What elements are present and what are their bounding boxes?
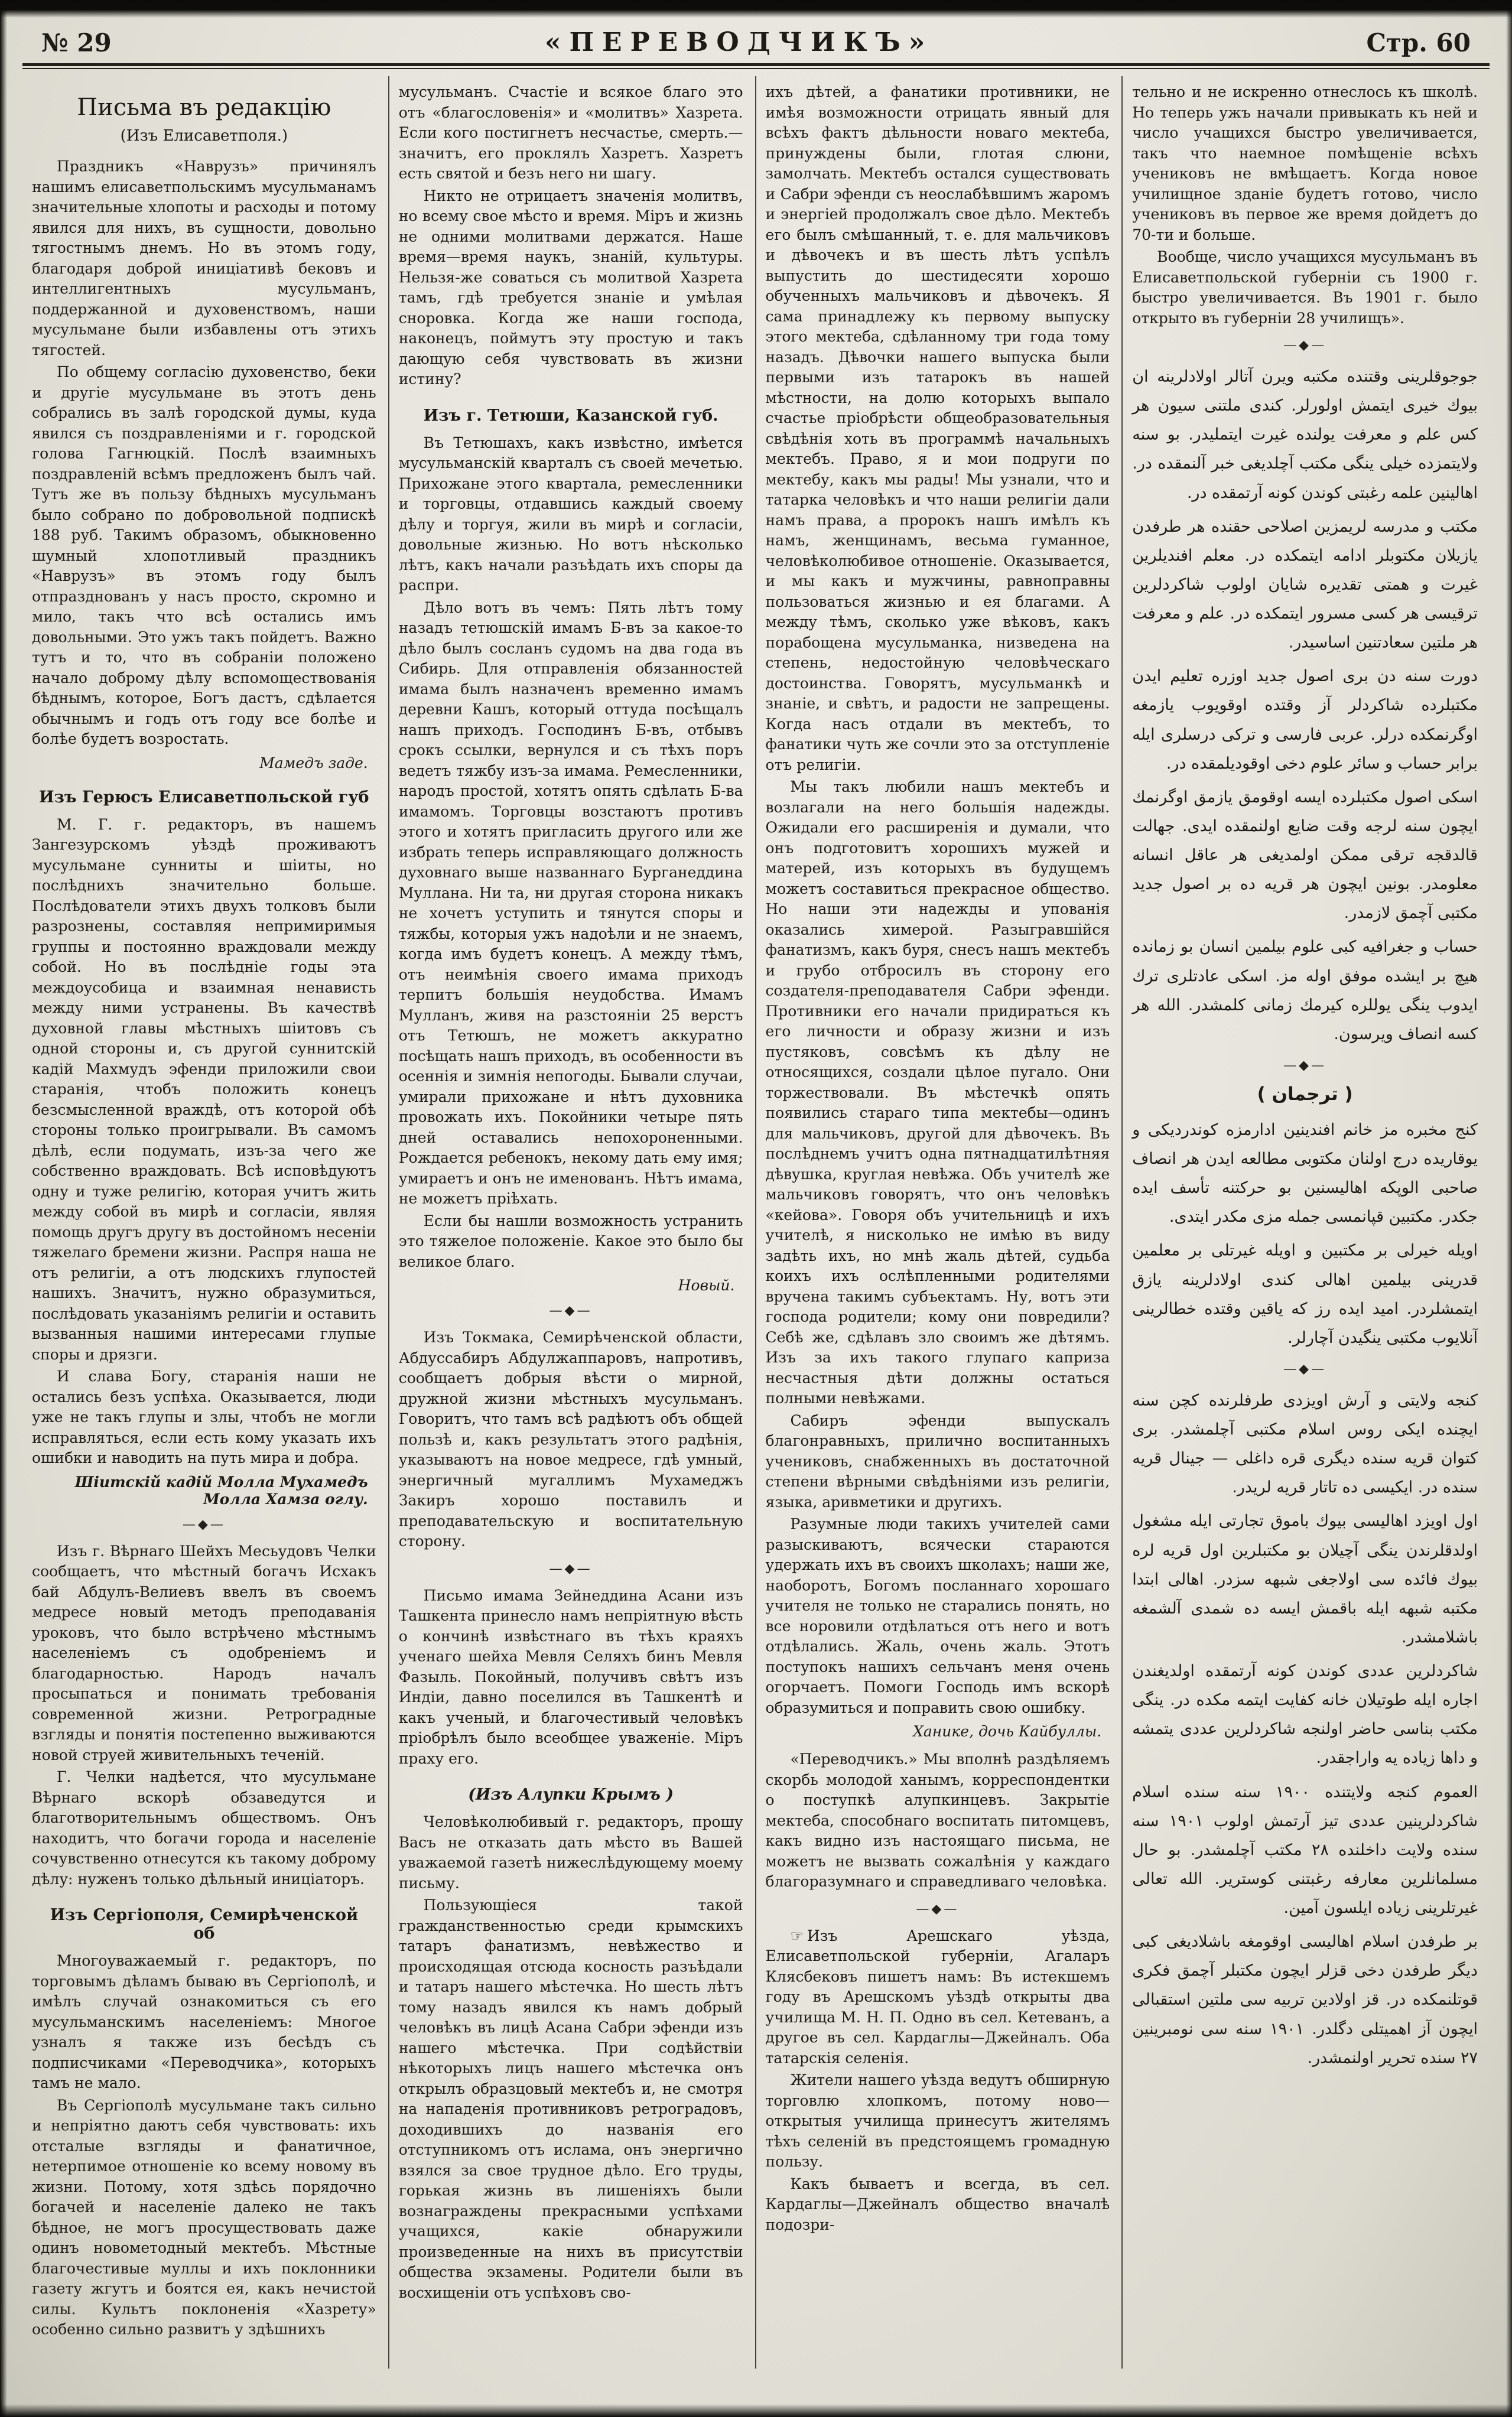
paragraph-text: Изъ Арешскаго уѣзда, Елисаветпольской губерніи, Агаларъ Клясбековъ пишетъ намъ: Въ истекшемъ году въ Арешскомъ уѣздѣ открыты два училища М. Н. П. Одно въ сел. Кетеванъ, а другое въ сел. Кардаглы—Джейналъ. Оба татарскія селенія.: [765, 1927, 1110, 2067]
signature: Новый.: [678, 1277, 735, 1294]
paragraph: Изъ Токмака, Семирѣченской области, Абдуссабиръ Абдулжаппаровъ, напротивъ, сообщаетъ добрыя вѣсти о мирной, дружной жизни мѣстныхъ мусульманъ. Говоритъ, что тамъ всѣ радѣютъ объ общей пользѣ и, какъ результатъ этого радѣнія, указываютъ на новое медресе, гдѣ умный, энергичный мугаллимъ Мухамеджъ Закиръ хорошо поставилъ и преподавательскую и воспитательную сторону.: [398, 1329, 743, 1550]
arabic-text-line: اسكی اصول مکتبلرده ایسه اوقومق یازمق اوگرنمك ایچون سنه لرجه وقت ضایع اولنمقده ایدی. جهالت قالدقجه ترقی ممكن اولمدیغی هر عاقل انسانه معلومدر. بونین ایچون هر قریه ده بر اصول جدید مکتبی آچمق لازمدر.: [1132, 788, 1478, 923]
paragraph: [766, 1926, 1110, 2069]
arabic-text-line: مکتب و مدرسه لریمزین اصلاحی حقنده هر طرفدن یازیلان مکتوبلر ادامه ایتمكده در. معلم افندیلرین غیرت و همتی تقدیره شایان اولوب شاكردلرین ترقیسی هر كسی مسرور ایتمكده در. علم و معرفت هر ملتین سعادتنین اساسیدر.: [1132, 517, 1478, 652]
signature: Шіитскій кадій Молла Мухамедъ Молла Хамза оглу.: [74, 1473, 368, 1508]
paragraph: тельно и не искренно отнеслось къ школѣ. Но теперь ужъ начали привыкать къ ней и число учащихся быстро увеличивается, такъ что наемное помѣщеніе всѣхъ учениковъ не вмѣщаетъ. Когда новое училищное зданіе будетъ готово, число учениковъ въ первое же время дойдетъ до 70-ти и больше.: [1132, 83, 1478, 243]
paragraph: «Переводчикъ.» Мы вполнѣ раздѣляемъ скорбь молодой ханымъ, корреспондентки о поступкѣ алупкинцевъ. Закрытіе мектеба, способнаго воспитать питомцевъ, какъ видно изъ настоящаго письма, не можетъ не вызвать сожалѣнія у каждаго благоразумнаго и справедливаго человѣка.: [765, 1751, 1110, 1890]
paragraph: Сабиръ эфенди выпускалъ благонравныхъ, прилично воспитанныхъ учениковъ, снабженныхъ въ достаточной степени вѣрными свѣдѣніями изъ религіи, языка, аривметики и другихъ.: [765, 1411, 1110, 1511]
paragraph: Въ Тетюшахъ, какъ извѣстно, имѣется мусульманскій кварталъ съ своей мечетью. Прихожане этого квартала, ремесленники и торговцы, отдавшись каждый своему дѣлу и торгуя, жили въ мирѣ и согласіи, довольные жизнью. Но вотъ нѣсколько лѣтъ, какъ начали разъѣдать ихъ споры да распри.: [398, 434, 743, 594]
section-divider-ornament: —◆—: [916, 1901, 960, 1917]
columns-container: [22, 76, 1490, 2369]
paragraph: Въ Сергіополѣ мусульмане такъ сильно и непріятно даютъ себя чувствовать: ихъ отсталые взгляды и фанатичное, нетерпимое отношеніе ко всему новому въ жизни. Потому, хотя здѣсь порядочно богачей и населеніе далеко не такъ бѣдное, не могъ просуществовать даже одинъ новометодный мектебъ. Мѣстные благочестивые муллы и ихъ поклонники газету жгутъ и боятся ея, какъ нечистой силы. Культъ поклоненія «Хазрету» особенно сильно развитъ у здѣшнихъ: [32, 2096, 376, 2338]
article-heading: Изъ Сергіополя, Семирѣченской об: [50, 1906, 359, 1943]
arabic-text-line: العموم كنجه ولایتنده ١٩٠٠ سنه سنده اسلام شاكردلرینین عددی تیز آرتمش اولوب ١٩٠١ سنه سنده ولایت داخلنده ٢٨ مكتب آچلمشدر. بو حال مسلمانلرین معارفه رغبتنی كوستریر. الله تعالی غیرتلرینی زیاده ایلسون آمین.: [1132, 1782, 1478, 1917]
column-3: [756, 76, 1123, 2369]
section-divider-ornament: —◆—: [182, 1517, 226, 1532]
section-divider-ornament: —◆—: [549, 1561, 593, 1576]
paragraph: Изъ г. Вѣрнаго Шейхъ Месьудовъ Челки сообщаетъ, что мѣстный богачъ Исхакъ бай Абдулъ-Велиевъ ввелъ въ своемъ медресе новый методъ преподаванія уроковъ, что было встрѣчено мѣстнымъ населеніемъ съ одобреніемъ и благодарностью. Народъ началъ просыпаться и понимать требованія современной жизни. Ретроградные взгляды и понятія постепенно выживаются новой струей живительныхъ теченій.: [32, 1542, 376, 1764]
article-heading: Изъ Герюсъ Елисаветпольской губ: [39, 788, 369, 806]
paragraph: Многоуважаемый г. редакторъ, по торговымъ дѣламъ бываю въ Сергіополѣ, и имѣлъ случай ознакомиться съ его мусульманскимъ населеніемъ: Многое узналъ я также изъ бесѣдъ съ подписчиками «Переводчика», которыхъ тамъ не мало.: [32, 1952, 376, 2091]
arabic-text-line: حساب و جغرافیه كبی علوم بیلمین انسان بو زمانده هیچ بر ایشده موفق اوله مز. اسكی عادتلری ترك ایدوب ینگی یوللره كیرمك زمانی كلمشدر. الله هر كسه انصاف ویرسون.: [1132, 938, 1478, 1043]
column-4: [1123, 76, 1490, 2369]
arabic-text-line: دورت سنه دن بری اصول جدید اوزره تعلیم ایدن مکتبلرده شاكردلر آز وقتده اوقویوب یازمغه اوگرنمكده درلر. عربی فارسی و تركی درسلری ایله برابر حساب و سائر علوم دخی اوقودیلمقده در.: [1132, 667, 1478, 773]
page-number: Стр. 60: [1366, 28, 1471, 57]
paragraph: М. Г. г. редакторъ, въ нашемъ Зангезурскомъ уѣздѣ проживаютъ мусульмане сунниты и шіиты, но послѣднихъ значительно больше. Послѣдователи этихъ двухъ толковъ были разрознены, составляя непримиримыя группы и постоянно враждовали между собой. Но въ послѣдніе годы эта междоусобица и взаимная ненависть между ними устранены. Въ качествѣ духовной главы мѣстныхъ шіитовъ съ одной стороны и, съ другой суннитскій кадій Махмудъ эфенди приложили свои старанія, чтобъ положить конецъ безсмысленной враждѣ, отъ которой обѣ стороны только проигрывали. Въ самомъ дѣлѣ, если подумать, изъ-за чего же собственно враждовать. Всѣ исповѣдуютъ одну и туже религію, которая учитъ жить между собой въ мирѣ и согласіи, являя помощь другъ другу въ достойномъ несеніи тяжелаго бремени жизни. Распря наша не отъ религіи, а отъ людскихъ глупостей нашихъ. Значитъ, нужно образумиться, послѣдовать указаніямъ религіи и оставить вызванныя нашими интересами глупые споры и дрязги.: [32, 815, 376, 1363]
paragraph: Никто не отрицаетъ значенія молитвъ, но всему свое мѣсто и время. Міръ и жизнь не одними молитвами держатся. Наше время—время наукъ, знаній, культуры. Нельзя-же соваться съ молитвой Хазрета тамъ, гдѣ требуется знаніе и умѣлая сноровка. Когда же наши господа, наконецъ, поймутъ эту простую и такъ дающую себя чувствовать въ жизни истину?: [398, 187, 743, 388]
arabic-text-line: كنجه ولایتی و آرش اویزدی طرفلرنده كچن سنه ایچنده ایكی روس اسلام مکتبی آچلمشدر. بری كتوان قریه سنده دیگری قره داغلی — جینال قریه سنده در. ایكیسی ده تاتار قریه لریدر.: [1132, 1391, 1478, 1497]
article-heading: Изъ г. Тетюши, Казанской губ.: [423, 406, 718, 425]
signature: Ханике, дочь Кайбуллы.: [913, 1723, 1102, 1740]
article-heading: Письма въ редакцію: [77, 94, 331, 121]
issue-number: № 29: [41, 28, 112, 57]
paragraph: Человѣколюбивый г. редакторъ, прошу Васъ не отказать дать мѣсто въ Вашей уважаемой газетѣ нижеслѣдующему моему письму.: [398, 1813, 743, 1892]
paragraph: Дѣло вотъ въ чемъ: Пять лѣтъ тому назадъ тетюшскій имамъ Б-въ за какое-то дѣло былъ сосланъ судомъ на два года въ Сибирь. Для отправленія обязанностей имама былъ назначенъ временно имамъ деревни Кашъ, который оттуда посѣщалъ нашъ приходъ. Господинъ Б-въ, отбывъ срокъ ссылки, вернулся и съ тѣхъ поръ ведетъ тяжбу изъ-за имама. Ремесленники, народъ простой, хотятъ опять сдѣлать Б-ва имамомъ. Торговцы возстаютъ противъ этого и хотятъ пригласить другого или же избрать теперь исправляющаго должность духовнаго выше названнаго Бурганеддина Муллана. Ни та, ни другая сторона никакъ не хочетъ уступить и тянутся споры и тяжбы, которыя ужъ надоѣли и не знаемъ, когда имъ будетъ конецъ. А между тѣмъ, отъ неимѣнія своего имама приходъ терпитъ большія неудобства. Имамъ Мулланъ, живя на разстояніи 25 верстъ отъ Тетюшъ, не можетъ аккуратно посѣщать нашъ приходъ, въ особенности въ осеннія и зимнія непогоды. Бывали случаи, умирали прихожане и нѣтъ духовника провожать ихъ. Покойники четыре пять дней оставались непохороненными. Рождается ребенокъ, некому дать ему имя; умираетъ и онъ не именованъ. Нѣтъ имама, не можетъ пріѣхать.: [398, 598, 743, 1207]
paragraph: По общему согласію духовенство, беки и другіе мусульмане въ этотъ день собрались въ залѣ городской думы, куда явился съ поздравленіями и г. городской голова Гагнюцкій. Послѣ взаимныхъ поздравленій всѣмъ предложенъ былъ чай. Тутъ же въ пользу бѣдныхъ мусульманъ было собрано по добровольной подпискѣ 188 руб. Такимъ образомъ, обыкновенно шумный хлопотливый праздникъ «Наврузъ» въ этомъ году былъ отпразднованъ у насъ просто, скромно и мило, такъ что всѣ остались имъ довольными. Это ужъ такъ пойдетъ. Важно тутъ и то, что въ собраніи положено начало доброму дѣлу вспомоществованія бѣднымъ, которое, Богъ дастъ, сдѣлается обычнымъ и годъ отъ году все болѣе и болѣе будетъ возростать.: [32, 363, 376, 747]
paragraph: Если бы нашли возможность устранить это тяжелое положеніе. Какое это было бы великое благо.: [398, 1212, 743, 1270]
paragraph: ихъ дѣтей, а фанатики противники, не имѣя возможности отрицать явный для всѣхъ фактъ дѣльности новаго мектеба, принуждены были, глотая слюни, замолчать. Мектебъ остался существовать и Сабри эфенди съ неослабѣвшимъ жаромъ и энергіей продолжалъ свое дѣло. Мектебъ его былъ смѣшанный, т. е. для мальчиковъ и дѣвочекъ и въ шесть лѣтъ успѣлъ выпустить до шестидесяти хорошо обученныхъ мальчиковъ и дѣвочекъ. Я сама принадлежу къ первому выпуску этого мектеба, сдѣланному три года тому назадъ. Дѣвочки нашего выпуска были первыми изъ татарокъ въ нашей мѣстности, на долю которыхъ выпало счастье пріобрѣсти общеобразовательныя свѣдѣнія хоть въ программѣ начальныхъ мектебъ. Право, я и мои подруги по мектебу, какъ мы рады! Мы узнали, что и татарка человѣкъ и что наши религіи дали намъ права, а пророкъ нашъ имѣлъ къ намъ, женщинамъ, весьма гуманное, человѣколюбивое отношеніе. Оказывается, и мы какъ и мужчины, равноправны пользоваться жизнью и ея благами. А между тѣмъ, сколько уже вѣковъ, какъ порабощена мусульманка, низведена на степень, недостойную человѣческаго достоинства. Говорятъ, мусульманкѣ и знаніе, и свѣтъ, и радости не запрещены. Когда насъ отдали въ мектебъ, то фанатики чуть же сочли это за отступленіе отъ религіи.: [765, 83, 1110, 773]
article-heading: (Изъ Алупки Крымъ ): [468, 1785, 674, 1804]
arabic-text-line: شاكردلرین عددی كوندن كونه آرتمقده اولدیغندن اجاره ایله طوتیلان خانه كفایت ایتمه مكده در. ینگی مكتب بناسی حاضر اولنجه شاكردلرین عددی یتمشه و داها زیاده یه واراجقدر.: [1132, 1662, 1478, 1768]
section-divider-ornament: —◆—: [549, 1303, 593, 1318]
masthead-title: «ПЕРЕВОДЧИКЪ»: [545, 27, 934, 57]
article-subheading: (Изъ Елисаветполя.): [120, 127, 288, 145]
paragraph: Жители нашего уѣзда ведутъ обширную торговлю хлопкомъ, потому ново—открытыя училища принесутъ жителямъ тѣхъ селеній въ предстоящемъ громадную пользу.: [765, 2071, 1110, 2170]
arabic-text-line: بر طرفدن اسلام اهالیسی اوقومغه باشلادیغی كبی دیگر طرفدن دخی قزلر ایچون مكتبلر آچمق فكری قوتلنمكده در. قز اولادین تربیه سی ملتین استقبالی ایچون آز اهمیتلی دگلدر. ١٩٠١ سنه سی نومبرینین ٢٧ سنده تحریر اولنمشدر.: [1132, 1933, 1478, 2067]
column-1: [22, 76, 389, 2369]
paragraph: Вообще, число учащихся мусульманъ въ Елисаветпольской губерніи съ 1900 г. быстро увеличивается. Въ 1901 г. было открыто въ губерніи 28 училищъ».: [1132, 248, 1478, 327]
signature: Мамедъ заде.: [259, 754, 368, 772]
paragraph: мусульманъ. Счастіе и всякое благо это отъ «благословенія» и «молитвъ» Хазрета. Если кого постигнетъ несчастье, смерть.—значитъ, его проклялъ Хазретъ. Хазретъ есть святой и безъ него ни шагу.: [398, 83, 743, 182]
paragraph: Праздникъ «Наврузъ» причинялъ нашимъ елисаветпольскимъ мусульманамъ значительные хлопоты и расходы и потому явился для нихъ, въ сущности, довольно тягостнымъ днемъ. Но въ этомъ году, благодаря доброй иниціативѣ бековъ и интеллигентныхъ мусульманъ, поддержанной и духовенствомъ, наши мусульмане были избавлены отъ этихъ тягостей.: [32, 158, 376, 359]
column-2: [389, 76, 756, 2369]
paragraph: Письмо имама Зейнеддина Асани изъ Ташкента принесло намъ непріятную вѣсть о кончинѣ извѣстнаго въ тѣхъ краяхъ ученаго шейха Мевля Селяхъ бинъ Мевля Фазыль. Покойный, получивъ свѣтъ изъ Индіи, давно поселился въ Ташкентѣ и какъ ученый, и благочестивый человѣкъ пріобрѣлъ было всеобщее уваженіе. Міръ праху его.: [398, 1586, 743, 1767]
scan-edge-bottom: [0, 2404, 1512, 2417]
arabic-text-line: اول اویزد اهالیسی بیوك باموق تجارتی ایله مشغول اولدقلرندن ینگی آچیلان بو مکتبلرین اول قریه لره بیوك فائده سی اولاجغی شبهه سزدر. اهالی ابتدا مكتبه شبهه ایله باقمش ایسه ده شمدی آلشمغه باشلامشدر.: [1132, 1512, 1478, 1647]
pointing-hand-icon: ☞: [790, 1927, 804, 1944]
arabic-text-line: اویله خیرلی بر مكتبین و اویله غیرتلی بر معلمین قدرینی بیلمین اهالی كندی اولادلرینه یازق ایتمشلردر. امید ایده رز كه یاقین وقتده خطالرینی آنلایوب مكتبی ینگیدن آچارلر.: [1132, 1241, 1478, 1347]
paragraph: Какъ бываетъ и всегда, въ сел. Кардаглы—Джейналъ общество вначалѣ подозри-: [765, 2175, 1110, 2233]
scan-edge-left: [0, 0, 7, 2417]
arabic-text-line: جوجوقلرینی وقتنده مکتبه ویرن آتالر اولادلرینه ان بیوك خیری ایتمش اولورلر. كندی ملتنی سیون هر كس علم و معرفت یولنده غیرت ایتملیدر. بو سنه ولایتمزده خیلی ینگی مکتب آچلدیغی خبر آلنمقده در. اهالینین علمه رغبتی كوندن كونه آرتمقده در.: [1132, 367, 1478, 502]
paragraph: И слава Богу, старанія наши не остались безъ успѣха. Оказывается, люди уже не такъ глупы и злы, чтобъ не могли исправляться, если есть кому указать ихъ ошибки и наводить на путь мира и добра.: [32, 1368, 376, 1466]
paragraph: Пользующіеся такой гражданственностью среди крымскихъ татаръ фанатизмъ, невѣжество и происходящая отсюда косность разъѣдали и татаръ нашего мѣстечка. Но шесть лѣтъ тому назадъ явился къ намъ добрый человѣкъ въ лицѣ Асана Сабри эфенди изъ нашего мѣстечка. При содѣйствіи нѣкоторыхъ лицъ нашего мѣстечка онъ открылъ образцовый мектебъ и, не смотря на нападенія противниковъ ретроградовъ, доходившихъ до названія его отступникомъ отъ ислама, онъ энергично взялся за свое трудное дѣло. Его труды, горькая жизнь въ лишеніяхъ были вознаграждены прекрасными успѣхами учащихся, какіе обнаружили произведенные на нихъ въ присутствіи общества экзамены. Родители были въ восхищеніи отъ успѣховъ сво-: [398, 1896, 743, 2301]
header-rule-thick: [22, 63, 1490, 66]
section-divider-ornament: —◆—: [1283, 1361, 1327, 1377]
section-divider-ornament: —◆—: [1283, 1058, 1327, 1073]
masthead: [0, 0, 1512, 62]
arabic-text-line: كنج مخبره مز خانم افندینین ادارمزه كوندردیكی و یوقاریده درج اولنان مكتوبی مطالعه ایدن هر انصاف صاحبی الوپكه اهالیسنین بو حركتنه تأسف ایده جكدر. مکتبین قپانمسی جمله مزی مكدر ایتدی.: [1132, 1120, 1478, 1227]
header-rule-thin: [22, 68, 1490, 69]
paragraph: Г. Челки надѣется, что мусульмане Вѣрнаго вскорѣ обзаведутся и благотворительнымъ обществомъ. Онъ находитъ, что богачи города и населеніе сочувственно отнесутся къ такому доброму дѣлу: нуженъ только дѣльный иниціаторъ.: [32, 1768, 376, 1888]
section-divider-ornament: —◆—: [1283, 338, 1327, 353]
paragraph: Мы такъ любили нашъ мектебъ и возлагали на него большія надежды. Ожидали его расширенія и думали, что онъ подготовитъ хорошихъ мужей и матерей, изъ которыхъ въ будущемъ можетъ составиться прекрасное общество. Но наши эти надежды и упованія оказались химерой. Разыгравшійся фанатизмъ, какъ буря, снесъ нашъ мектебъ и грубо отбросилъ въ сторону его создателя-преподавателя Сабри эфенди. Противники его начали придираться къ его личности и образу жизни и изъ пустяковъ, совсѣмъ къ дѣлу не относящихся, создали цѣлое пугало. Они торжествовали. Въ мѣстечкѣ опять появились стараго типа мектебы—одинъ для мальчиковъ, другой для дѣвочекъ. Въ послѣднемъ учитъ одна пятнадцатилѣтняя дѣвушка, круглая невѣжа. Объ учителѣ же мальчиковъ говорятъ, что онъ человѣкъ «кейова». Говоря объ учительницѣ и ихъ учителѣ, я нисколько не имѣю въ виду задѣть ихъ, но мнѣ жаль дѣтей, судьба коихъ ихъ ослѣпленными родителями вручена такимъ субъектамъ. Ну, вотъ эти господа родители; кому они повредили? Себѣ же, сдѣлавъ зло своимъ же дѣтямъ. Изъ за ихъ такого глупаго каприза несчастныя дѣти должны остаться полными невѣжами.: [765, 778, 1110, 1407]
arabic-section-heading: ( ترجمان ): [1257, 1083, 1353, 1105]
scan-edge-right: [1506, 0, 1512, 2417]
paragraph: Разумные люди такихъ учителей сами разыскиваютъ, всячески стараются удержать ихъ въ своихъ школахъ; наши же, наоборотъ, Богомъ посланнаго хорошаго учителя не только не старались понять, но все норовили отдѣлаться отъ него и вотъ отдѣлались. Жаль, очень жаль. Этотъ поступокъ нашихъ сельчанъ меня очень огорчаетъ. Помоги Господь имъ вскорѣ образумиться и поправить свою ошибку.: [765, 1515, 1110, 1716]
